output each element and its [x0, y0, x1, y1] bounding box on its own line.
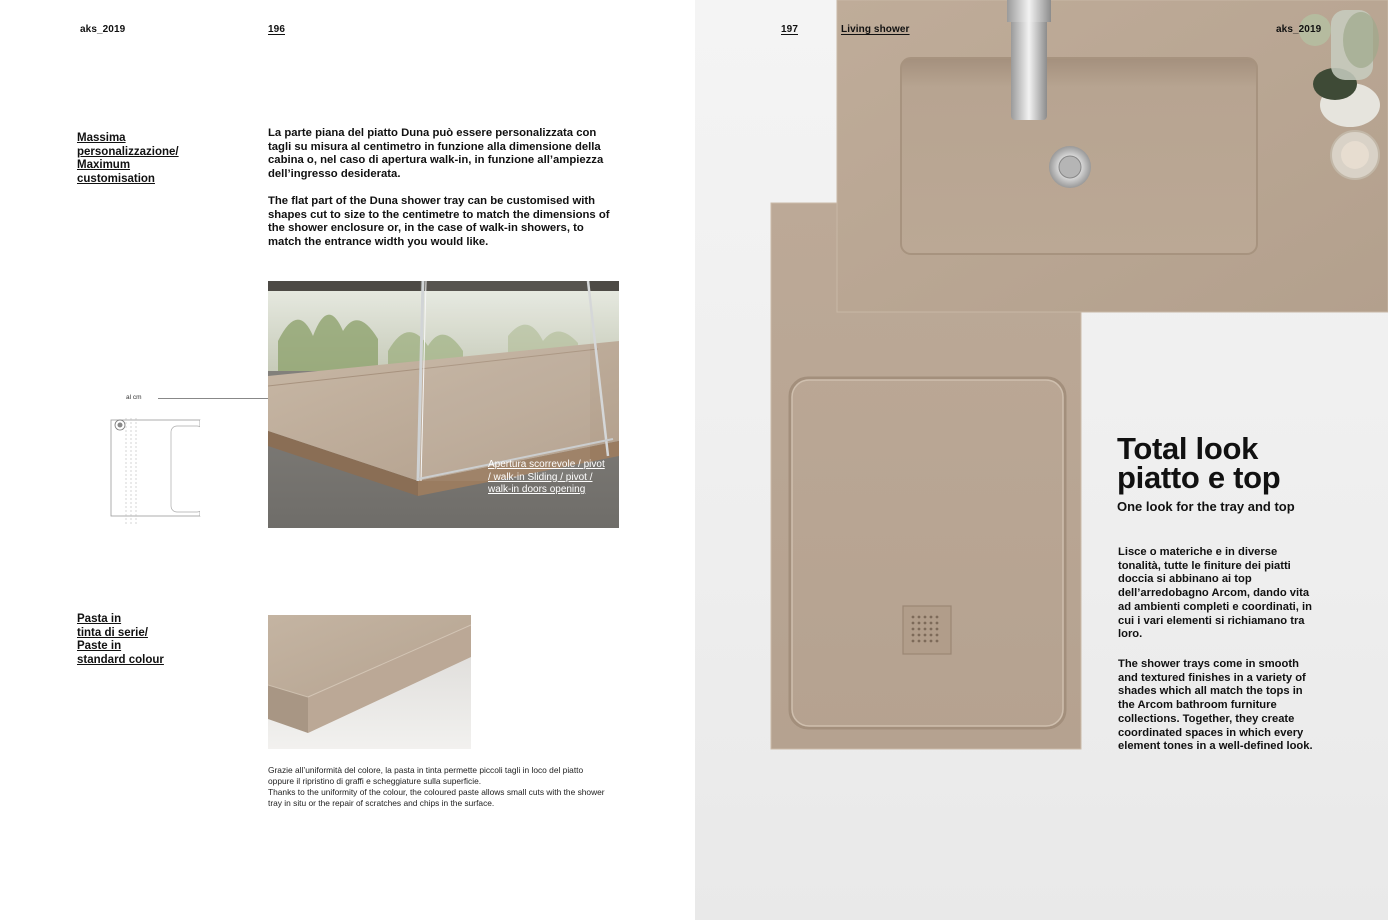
paste-caption-it: Grazie all’uniformità del colore, la pasta in tinta permette piccoli tagli in loco del piatto oppure il ripristino di graffi e scheggiature sulla superficie. — [268, 765, 584, 786]
total-look-subtitle: One look for the tray and top — [1117, 499, 1295, 514]
customisation-text-en: The flat part of the Duna shower tray can be customised with shapes cut to size to the centimetre to match the dimensions of the shower enclosure or, in the case of walk-in showers, to match the entrance width you would like. — [268, 195, 610, 249]
customisation-text-it: La parte piana del piatto Duna può essere personalizzata con tagli su misura al centimetro in funzione alla dimensione della cabina o, nel caso di apertura walk-in, in funzione all’ampiezza dell’ingresso desiderata. — [268, 127, 604, 181]
photo-caption-opening[interactable]: Apertura scorrevole / pivot / walk-in Sliding / pivot / walk-in doors opening — [488, 459, 605, 496]
section-title-paste[interactable]: Pasta in tinta di serie/ Paste in standard colour — [77, 613, 164, 667]
page-number-left[interactable]: 196 — [268, 24, 285, 35]
tray-edge-photo — [268, 615, 471, 749]
dimension-label: al cm — [126, 394, 142, 401]
brand-label-left: aks_2019 — [80, 24, 126, 35]
total-look-title: Total look piatto e top — [1117, 431, 1281, 495]
brand-label-right: aks_2019 — [1276, 24, 1322, 35]
section-name[interactable]: Living shower — [841, 24, 910, 35]
tray-cut-drawing — [108, 416, 203, 526]
page-number-right[interactable]: 197 — [781, 24, 798, 35]
total-look-text-it: Lisce o materiche e in diverse tonalità, tutte le finiture dei piatti doccia si abbinano ai top dell’arredobagno Arcom, dando vita ad ambienti completi e coordinati, in cui i vari elementi si richiamano tra loro. — [1118, 546, 1312, 641]
section-title-customisation[interactable]: Massima personalizzazione/ Maximum customisation — [77, 132, 179, 186]
total-look-text-en: The shower trays come in smooth and textured finishes in a variety of shades which all match the tops in the Arcom bathroom furniture collections. Together, they create coordinated spaces in which every element tones in a well-defined look. — [1118, 658, 1313, 753]
paste-caption-en: Thanks to the uniformity of the colour, the coloured paste allows small cuts with the shower tray in situ or the repair of scratches and chips in the surface. — [268, 787, 605, 808]
